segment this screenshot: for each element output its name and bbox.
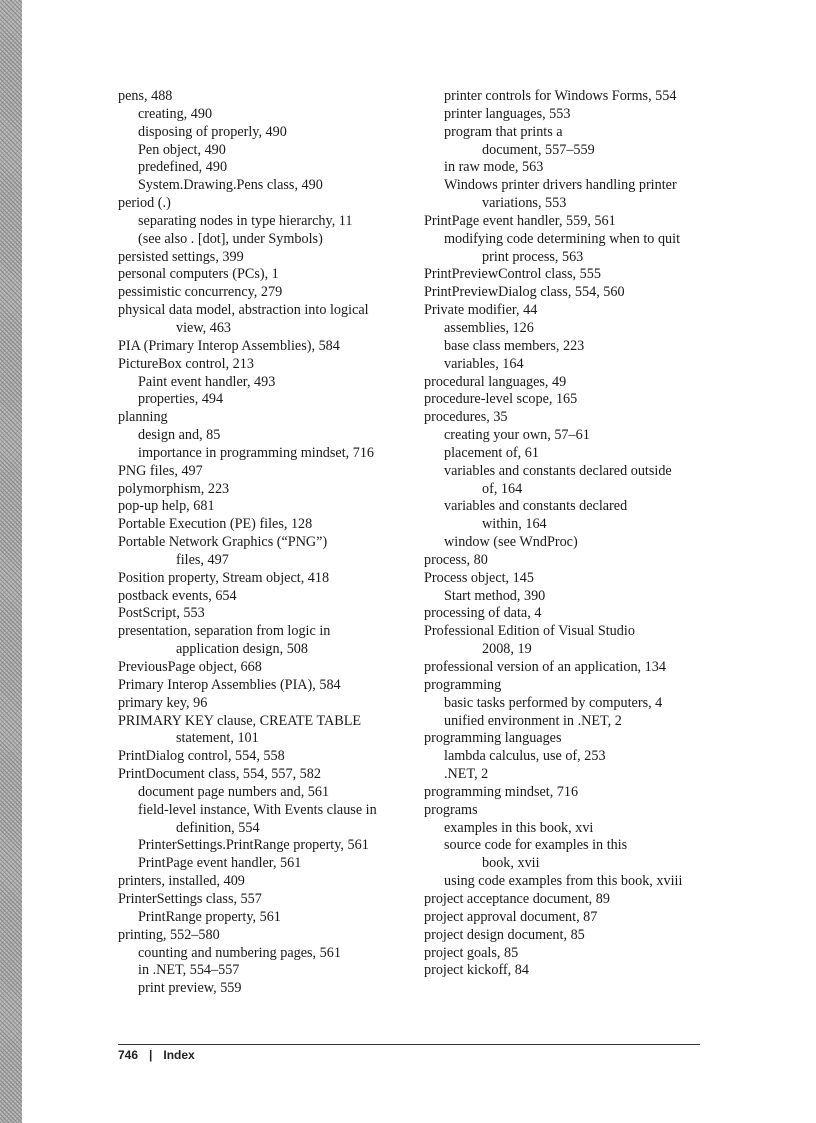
- index-entry-continuation: print process, 563: [482, 248, 584, 265]
- index-entry: procedures, 35: [424, 409, 508, 426]
- index-entry: Primary Interop Assemblies (PIA), 584: [118, 676, 341, 693]
- index-entry: Private modifier, 44: [424, 302, 538, 319]
- index-subentry: in .NET, 554–557: [138, 962, 240, 979]
- index-entry: physical data model, abstraction into logical: [118, 302, 369, 319]
- index-subentry: disposing of properly, 490: [138, 123, 287, 140]
- index-subentry: .NET, 2: [444, 766, 489, 783]
- index-entry: Portable Network Graphics (“PNG”): [118, 534, 328, 551]
- index-entry: primary key, 96: [118, 694, 208, 711]
- index-subentry: window (see WndProc): [444, 534, 578, 551]
- section-name: Index: [163, 1048, 195, 1062]
- index-entry-continuation: 2008, 19: [482, 641, 532, 658]
- index-column-right: [424, 88, 714, 980]
- index-entry: project goals, 85: [424, 944, 519, 961]
- index-subentry: PrintRange property, 561: [138, 908, 281, 925]
- index-subentry: Pen object, 490: [138, 141, 226, 158]
- index-subentry: System.Drawing.Pens class, 490: [138, 177, 323, 194]
- index-subentry: Paint event handler, 493: [138, 373, 276, 390]
- index-entry-continuation: statement, 101: [176, 730, 259, 747]
- index-entry: programming: [424, 676, 502, 693]
- index-entry: Process object, 145: [424, 569, 534, 586]
- index-subentry: document page numbers and, 561: [138, 783, 330, 800]
- index-subentry: program that prints a: [444, 123, 563, 140]
- index-entry: PIA (Primary Interop Assemblies), 584: [118, 337, 340, 354]
- index-entry: process, 80: [424, 551, 488, 568]
- index-subentry: variables and constants declared outside: [444, 462, 672, 479]
- index-subentry: using code examples from this book, xviii: [444, 873, 683, 890]
- index-entry: programming mindset, 716: [424, 783, 579, 800]
- footer-rule: [118, 1044, 700, 1045]
- index-subentry: placement of, 61: [444, 444, 539, 461]
- index-entry-continuation: of, 164: [482, 480, 523, 497]
- index-entry-continuation: document, 557–559: [482, 141, 595, 158]
- index-subentry: printer controls for Windows Forms, 554: [444, 88, 677, 104]
- index-entry: procedural languages, 49: [424, 373, 567, 390]
- index-entry: Professional Edition of Visual Studio: [424, 623, 635, 640]
- index-entry-continuation: within, 164: [482, 516, 547, 533]
- index-subentry: separating nodes in type hierarchy, 11: [138, 212, 353, 229]
- index-subentry: importance in programming mindset, 716: [138, 444, 375, 461]
- page-footer: [118, 1048, 195, 1062]
- scan-binding-edge: [0, 0, 22, 1123]
- index-entry-continuation: view, 463: [176, 319, 232, 336]
- index-subentry: properties, 494: [138, 391, 224, 408]
- index-entry: project kickoff, 84: [424, 962, 529, 979]
- index-entry: postback events, 654: [118, 587, 237, 604]
- index-entry: PrintPage event handler, 559, 561: [424, 212, 616, 229]
- index-entry: printers, installed, 409: [118, 873, 245, 890]
- index-entry: printing, 552–580: [118, 926, 220, 943]
- index-entry: personal computers (PCs), 1: [118, 266, 279, 283]
- index-subentry: Windows printer drivers handling printer: [444, 177, 677, 194]
- index-subentry: assemblies, 126: [444, 319, 534, 336]
- index-entry: pop-up help, 681: [118, 498, 215, 515]
- index-entry: procedure-level scope, 165: [424, 391, 578, 408]
- index-entry-continuation: variations, 553: [482, 195, 567, 212]
- footer-separator: |: [149, 1048, 153, 1062]
- index-entry: Position property, Stream object, 418: [118, 569, 330, 586]
- index-entry: PostScript, 553: [118, 605, 205, 622]
- index-entry-continuation: definition, 554: [176, 819, 260, 836]
- index-subentry: creating, 490: [138, 105, 213, 122]
- index-subentry: predefined, 490: [138, 159, 228, 176]
- index-subentry: creating your own, 57–61: [444, 427, 590, 444]
- index-subentry: Start method, 390: [444, 587, 546, 604]
- index-entry-continuation: book, xvii: [482, 855, 540, 872]
- index-subentry: in raw mode, 563: [444, 159, 544, 176]
- index-entry: polymorphism, 223: [118, 480, 230, 497]
- index-entry: professional version of an application, 134: [424, 659, 666, 675]
- index-entry: PictureBox control, 213: [118, 355, 254, 372]
- index-entry: programming languages: [424, 730, 562, 747]
- index-subentry: lambda calculus, use of, 253: [444, 748, 606, 765]
- index-subentry: field-level instance, With Events clause in: [138, 801, 377, 818]
- index-entry: project acceptance document, 89: [424, 890, 610, 907]
- index-entry: persisted settings, 399: [118, 248, 244, 265]
- index-subentry: variables, 164: [444, 355, 524, 372]
- index-entry: PrintDocument class, 554, 557, 582: [118, 766, 321, 783]
- index-subentry: variables and constants declared: [444, 498, 628, 515]
- index-entry: processing of data, 4: [424, 605, 542, 622]
- index-entry: PreviousPage object, 668: [118, 659, 262, 675]
- index-entry: project design document, 85: [424, 926, 585, 943]
- index-entry: PrintPreviewControl class, 555: [424, 266, 601, 283]
- index-subentry: base class members, 223: [444, 337, 585, 354]
- index-entry: programs: [424, 801, 478, 818]
- index-entry: period (.): [118, 195, 171, 212]
- index-entry: PrintPreviewDialog class, 554, 560: [424, 284, 625, 301]
- page-number: 746: [118, 1048, 139, 1062]
- index-entry-continuation: application design, 508: [176, 641, 308, 658]
- index-entry: project approval document, 87: [424, 908, 598, 925]
- index-subentry: examples in this book, xvi: [444, 819, 594, 836]
- index-subentry: counting and numbering pages, 561: [138, 944, 341, 961]
- index-entry: planning: [118, 409, 168, 426]
- index-column-left: [118, 88, 408, 998]
- index-entry: PrinterSettings class, 557: [118, 890, 262, 907]
- index-entry: pens, 488: [118, 88, 173, 104]
- index-subentry: printer languages, 553: [444, 105, 571, 122]
- index-entry-continuation: files, 497: [176, 551, 229, 568]
- index-entry: pessimistic concurrency, 279: [118, 284, 283, 301]
- index-subentry: design and, 85: [138, 427, 221, 444]
- index-subentry: unified environment in .NET, 2: [444, 712, 622, 729]
- index-subentry: (see also . [dot], under Symbols): [138, 230, 323, 247]
- index-subentry: source code for examples in this: [444, 837, 628, 854]
- index-entry: PrintDialog control, 554, 558: [118, 748, 285, 765]
- index-entry: PRIMARY KEY clause, CREATE TABLE: [118, 712, 362, 729]
- index-subentry: modifying code determining when to quit: [444, 230, 681, 247]
- index-subentry: PrinterSettings.PrintRange property, 561: [138, 837, 369, 854]
- index-subentry: PrintPage event handler, 561: [138, 855, 302, 872]
- index-entry: PNG files, 497: [118, 462, 203, 479]
- index-entry: Portable Execution (PE) files, 128: [118, 516, 313, 533]
- index-subentry: print preview, 559: [138, 980, 242, 997]
- index-subentry: basic tasks performed by computers, 4: [444, 694, 663, 711]
- index-entry: presentation, separation from logic in: [118, 623, 331, 640]
